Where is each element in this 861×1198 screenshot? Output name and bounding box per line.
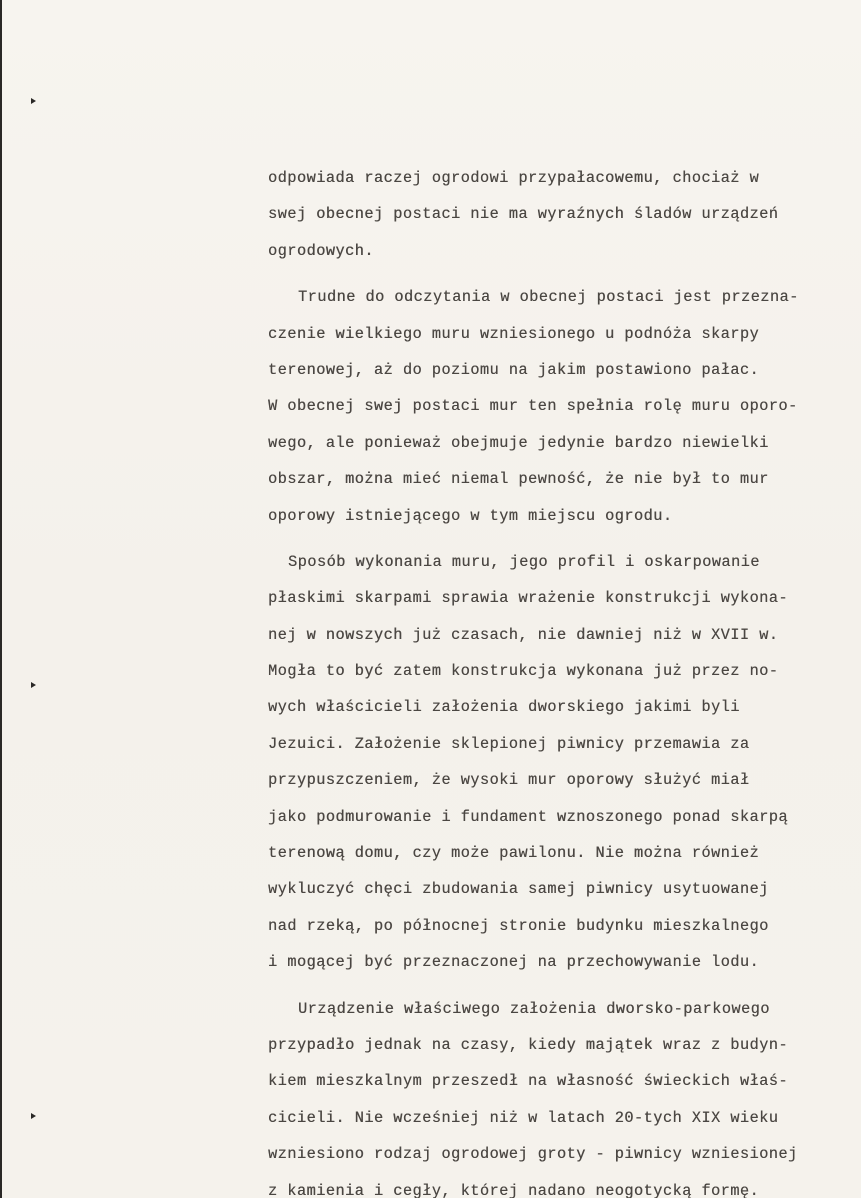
text-line: Sposób wykonania muru, jego profil i oskarpowanie	[288, 552, 760, 571]
text-line: odpowiada raczej ogrodowi przypałacowemu, chociaż w	[268, 169, 760, 187]
text-line: nej w nowszych już czasach, nie dawniej niż w XVII w.	[268, 625, 779, 644]
paragraph-2	[268, 279, 853, 534]
text-line: czenie wielkiego muru wzniesionego u podnóża skarpy	[268, 324, 760, 343]
text-line: nad rzeką, po północnej stronie budynku mieszkalnego	[268, 916, 769, 935]
paragraph-3	[268, 544, 853, 981]
text-line: terenową domu, czy może pawilonu. Nie można również	[268, 844, 760, 863]
text-line: ogrodowych.	[268, 241, 374, 260]
text-line: Trudne do odczytania w obecnej postaci jest przezna-	[298, 288, 799, 307]
text-line: przypadło jednak na czasy, kiedy majątek wraz z budyn-	[268, 1035, 788, 1054]
text-line: i mogącej być przeznaczonej na przechowywanie lodu.	[268, 953, 760, 972]
text-line: terenowej, aż do poziomu na jakim postawiono pałac.	[268, 360, 760, 379]
text-line: oporowy istniejącego w tym miejscu ogrodu.	[268, 506, 673, 525]
text-line: Mogła to być zatem konstrukcja wykonana już przez no-	[268, 662, 779, 681]
text-line: jako podmurowanie i fundament wznoszonego ponad skarpą	[268, 807, 788, 826]
page-edge	[0, 0, 2, 1198]
text-line: wzniesiono rodzaj ogrodowej groty - piwnicy wzniesionej	[268, 1145, 798, 1164]
text-line: z kamienia i cegły, której nadano neogotycką formę.	[268, 1181, 760, 1198]
margin-arrow-icon	[31, 98, 36, 104]
paragraph-1	[268, 160, 853, 269]
margin-arrow-icon	[31, 1113, 36, 1119]
text-line: przypuszczeniem, że wysoki mur oporowy służyć miał	[268, 771, 750, 790]
body-text	[268, 160, 853, 1198]
text-line: W obecnej swej postaci mur ten spełnia rolę muru oporo-	[268, 397, 798, 416]
text-line: obszar, można mieć niemal pewność, że nie był to mur	[268, 470, 769, 489]
text-line: płaskimi skarpami sprawia wrażenie konstrukcji wykona-	[268, 589, 788, 608]
paragraph-4	[268, 991, 853, 1198]
text-line: wykluczyć chęci zbudowania samej piwnicy usytuowanej	[268, 880, 769, 899]
text-line: wego, ale ponieważ obejmuje jedynie bardzo niewielki	[268, 433, 769, 452]
text-line: cicieli. Nie wcześniej niż w latach 20-tych XIX wieku	[268, 1108, 779, 1127]
text-line: Jezuici. Założenie sklepionej piwnicy przemawia za	[268, 734, 750, 753]
text-line: Urządzenie właściwego założenia dworsko-parkowego	[298, 999, 770, 1018]
text-line: wych właścicieli założenia dworskiego jakimi byli	[268, 698, 740, 717]
text-line: swej obecnej postaci nie ma wyraźnych śladów urządzeń	[268, 205, 779, 224]
margin-arrow-icon	[31, 682, 36, 688]
text-line: kiem mieszkalnym przeszedł na własność świeckich właś-	[268, 1072, 788, 1091]
